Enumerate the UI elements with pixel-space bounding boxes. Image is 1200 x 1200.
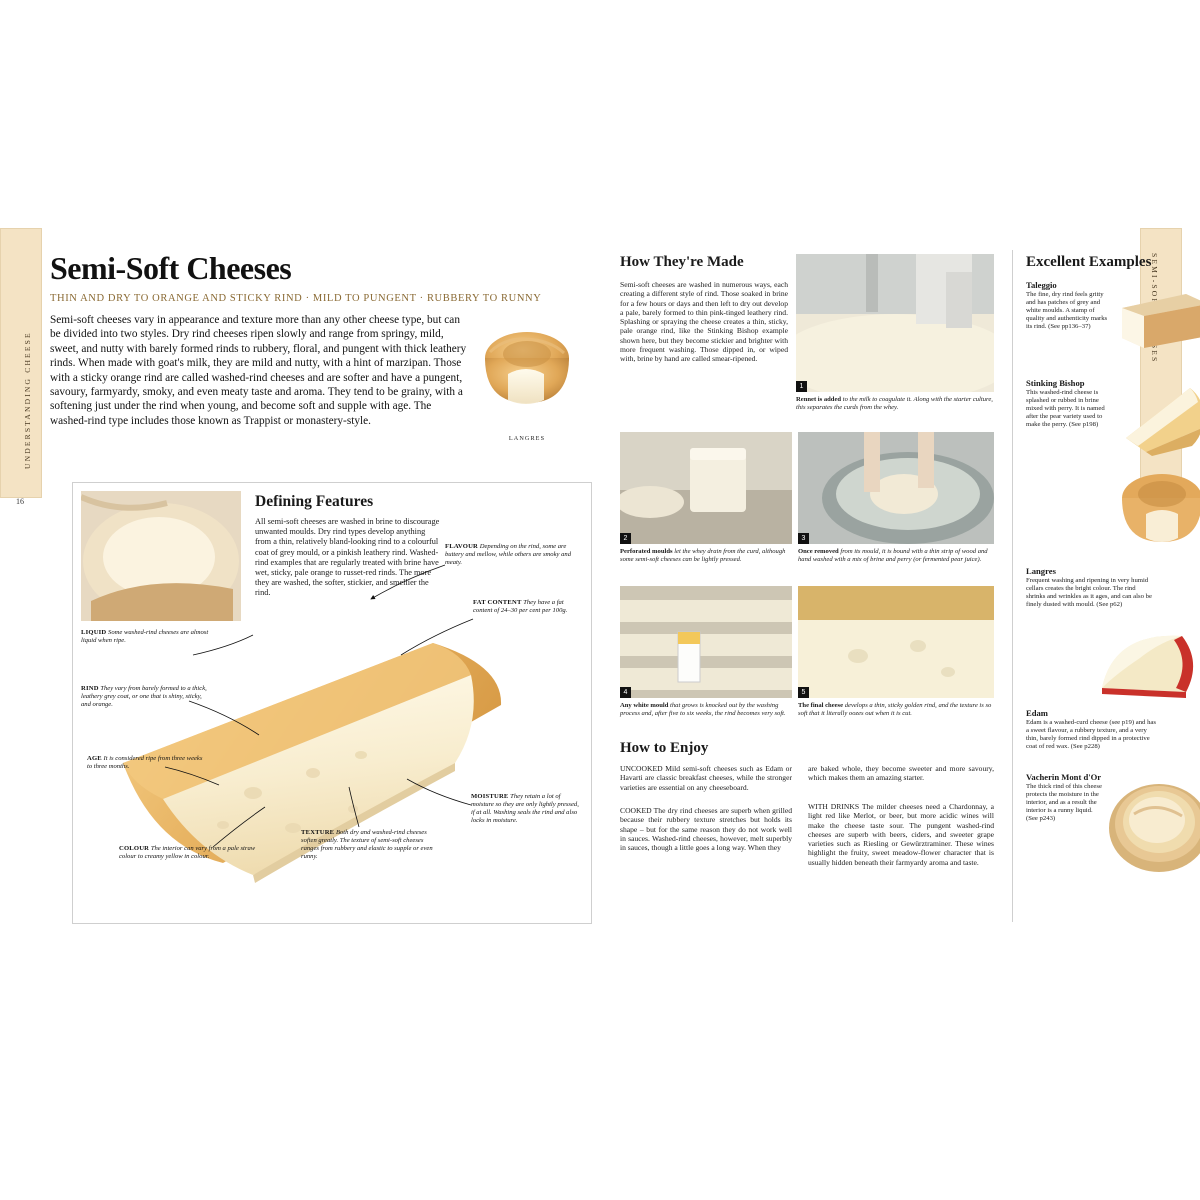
spread-content	[20, 250, 1180, 950]
example-taleggio-name: Taleggio	[1026, 280, 1057, 290]
example-stinking-bishop-name: Stinking Bishop	[1026, 378, 1085, 388]
note-liquid-text: Some washed-rind cheeses are almost liquid when ripe.	[81, 629, 209, 645]
note-texture-label: TEXTURE	[301, 829, 335, 836]
step-4-caption	[620, 702, 792, 718]
note-fat-content-label: FAT CONTENT	[473, 599, 522, 606]
step-1-number: 1	[796, 381, 807, 392]
note-flavour-label: FLAVOUR	[445, 543, 479, 550]
step-3-photo	[798, 432, 994, 544]
defining-features-box	[72, 482, 592, 924]
folio-left: 16	[16, 497, 24, 506]
vacherin-photo	[1104, 774, 1200, 882]
note-liquid-label: LIQUID	[81, 629, 107, 636]
example-vacherin-text: The thick rind of this cheese protects the moisture in the interior, and as a result the interior is a runny liquid. (See p243)	[1026, 783, 1102, 823]
how-enjoy-title: How to Enjoy	[620, 740, 709, 756]
step-5-photo	[798, 586, 994, 698]
step-5-text: develops a thin, sticky golden rind, and the texture is so soft that it literally oozes out when it is cut.	[798, 702, 992, 718]
stinking-bishop-photo	[1116, 380, 1200, 458]
langres-example-photo	[1108, 464, 1200, 560]
note-age-label: AGE	[87, 755, 102, 762]
example-langres	[1026, 566, 1156, 609]
how-enjoy-p2: COOKED The dry rind cheeses are superb when grilled because their rubbery texture stretches but holds its shape – but for the same reason they do not work well in sauces. Washed-rind cheeses, however, melt superbly in sauces, though a little goes a long way. When they	[620, 806, 792, 853]
example-edam-text: Edam is a washed-curd cheese (see p19) and has a sweet flavour, a rubbery texture, and a very thin, barely formed rind dipped in a protective coat of red wax. (See p228)	[1026, 719, 1156, 751]
note-moisture-label: MOISTURE	[471, 793, 509, 800]
step-4-photo	[620, 586, 792, 698]
step-3-number: 3	[798, 533, 809, 544]
step-3-caption	[798, 548, 994, 564]
step-3-text: from its mould, it is bound with a thin strip of wood and hand washed with a mix of brine and perry (or fermented pear juice).	[798, 548, 988, 564]
defining-features-body: All semi-soft cheeses are washed in brine to discourage unwanted moulds. Dry rind types develop anything from a thin, relatively bland-looking rind to a colourful coat of grey mould, or a pinkish leathery rind. Washed-rind examples that are regularly treated with brine have wet, sticky, pale orange to russet-red rinds. The more they are washed, the softer, stickier, and smellier the rind.	[255, 517, 440, 598]
note-colour-text: The interior can vary from a pale straw colour to creamy yellow in colour.	[119, 845, 256, 861]
intro-paragraph: Semi-soft cheeses vary in appearance and texture more than any other cheese type, but can be divided into two styles. Dry rind cheeses ripen slowly and range from springy, mild, sweet, and nutty with barely formed rinds to rubbery, floral, and pungent with thick leathery rinds. When made with goat's milk, they are mild and nutty, with a hint of marzipan. Those with a sticky orange rind are called washed-rind cheeses and are softer and have a pungent, savoury, farmyardy, smoky, and even meaty taste and aroma. They tend to be grainy, with a softening just under the rind when young, and become soft and supple with age. The washed-rind type includes those known as Trappist or monastery-style.	[50, 314, 467, 427]
step-1-caption	[796, 396, 994, 412]
step-4-text: that grows is knocked out by the washing process and, after five to six weeks, the rind becomes very soft.	[620, 702, 786, 718]
note-moisture-text: They retain a lot of moisture so they are only lightly pressed, if at all. Washing seals the rind and also locks in moisture.	[471, 793, 579, 825]
right-page	[620, 250, 1160, 950]
step-3-label: Once removed	[798, 548, 839, 555]
langres-photo-caption: LANGRES	[508, 435, 546, 442]
annotation-arrows	[73, 483, 591, 923]
side-tab-left-label: UNDERSTANDING CHEESE	[23, 331, 32, 469]
example-stinking-bishop-text: This washed-rind cheese is splashed or rubbed in brine mixed with perry. It is named after the pear variety used to make the perry. (See p198)	[1026, 389, 1105, 429]
note-flavour-text: Depending on the rind, some are buttery and mellow, while others are smoky and meaty.	[445, 543, 571, 567]
step-4-number: 4	[620, 687, 631, 698]
step-2-number: 2	[620, 533, 631, 544]
how-enjoy-p1: UNCOOKED Mild semi-soft cheeses such as Edam or Havarti are classic breakfast cheeses, while the stronger varieties are essential on any cheeseboard.	[620, 764, 792, 792]
step-5-caption	[798, 702, 994, 718]
step-1-photo	[796, 254, 994, 392]
how-made-title: How They're Made	[620, 254, 744, 270]
how-made-intro: Semi-soft cheeses are washed in numerous ways, each creating a different style of rind. Those soaked in brine for a few hours or days and then left to dry out develop a pale, barely formed to thin pink-tinged leathery rind. Splashing or spraying the cheese creates a thin, sticky, pale orange rind, like the Stinking Bishop example shown here, but they become stickier and brighter with more frequent washing. Those dipped in, or wiped with, brine by hand are called smear-ripened.	[620, 280, 788, 364]
example-vacherin	[1026, 772, 1104, 823]
example-taleggio	[1026, 280, 1112, 331]
step-2-photo	[620, 432, 792, 544]
example-langres-name: Langres	[1026, 566, 1056, 576]
examples-title: Excellent Examples	[1026, 254, 1152, 270]
note-texture-text: Both dry and washed-rind cheeses soften greatly. The texture of semi-soft cheeses ranges from rubbery and elastic to supple or even runny.	[301, 829, 433, 861]
step-1-text: to the milk to coagulate it. Along with the starter culture, this separates the curds from the whey.	[796, 396, 993, 412]
left-page	[50, 250, 590, 950]
page-subtitle: THIN AND DRY TO ORANGE AND STICKY RIND · MILD TO PUNGENT · RUBBERY TO RUNNY	[50, 293, 542, 304]
edam-photo	[1090, 622, 1200, 704]
how-enjoy-p3: are baked whole, they become sweeter and more savoury, which makes them an amazing starter.	[808, 764, 994, 783]
step-1-label: Rennet is added	[796, 396, 842, 403]
step-4-label: Any white mould	[620, 702, 669, 709]
example-langres-text: Frequent washing and ripening in very humid cellars creates the bright colour. The rind shrinks and wrinkles as it ages, and can also be finely dusted with mould. (See p62)	[1026, 577, 1152, 609]
taleggio-photo	[1116, 284, 1200, 354]
example-edam	[1026, 708, 1156, 751]
step-2-label: Perforated moulds	[620, 548, 673, 555]
how-enjoy-p4: WITH DRINKS The milder cheeses need a Chardonnay, a light red like Merlot, or beer, but more acidic wines will make the cheese taste sour. The pungent washed-rind cheeses are superb with beers, ciders, and sweeter grape varieties such as Riesling or Gewürztraminer. These wines highlight the fruity, sweet meadow-flower character that is usually hidden beneath their farmyardy aroma and taste.	[808, 802, 994, 867]
column-divider	[1012, 250, 1013, 922]
step-2-text: let the whey drain from the curd, although some semi-soft cheeses can be lightly pressed.	[620, 548, 786, 564]
example-taleggio-text: The fine, dry rind feels gritty and has patches of grey and white moulds. A stamp of quality and authenticity marks its rind. (See pp136–37)	[1026, 291, 1108, 331]
step-2-caption	[620, 548, 792, 564]
note-colour-label: COLOUR	[119, 845, 150, 852]
langres-photo	[468, 312, 586, 442]
example-edam-name: Edam	[1026, 708, 1048, 718]
note-age-text: It is considered ripe from three weeks to three months.	[87, 755, 203, 771]
example-vacherin-name: Vacherin Mont d'Or	[1026, 772, 1102, 782]
note-fat-content-text: They have a fat content of 24–30 per cent per 100g.	[473, 599, 568, 615]
step-5-number: 5	[798, 687, 809, 698]
example-stinking-bishop	[1026, 378, 1114, 429]
defining-features-title: Defining Features	[255, 493, 374, 510]
note-rind-text: They vary from barely formed to a thick, leathery grey coat, or one that is shiny, sticky, and orange.	[81, 685, 207, 709]
note-rind-label: RIND	[81, 685, 99, 692]
page-title: Semi-Soft Cheeses	[50, 250, 292, 286]
step-5-label: The final cheese	[798, 702, 844, 709]
